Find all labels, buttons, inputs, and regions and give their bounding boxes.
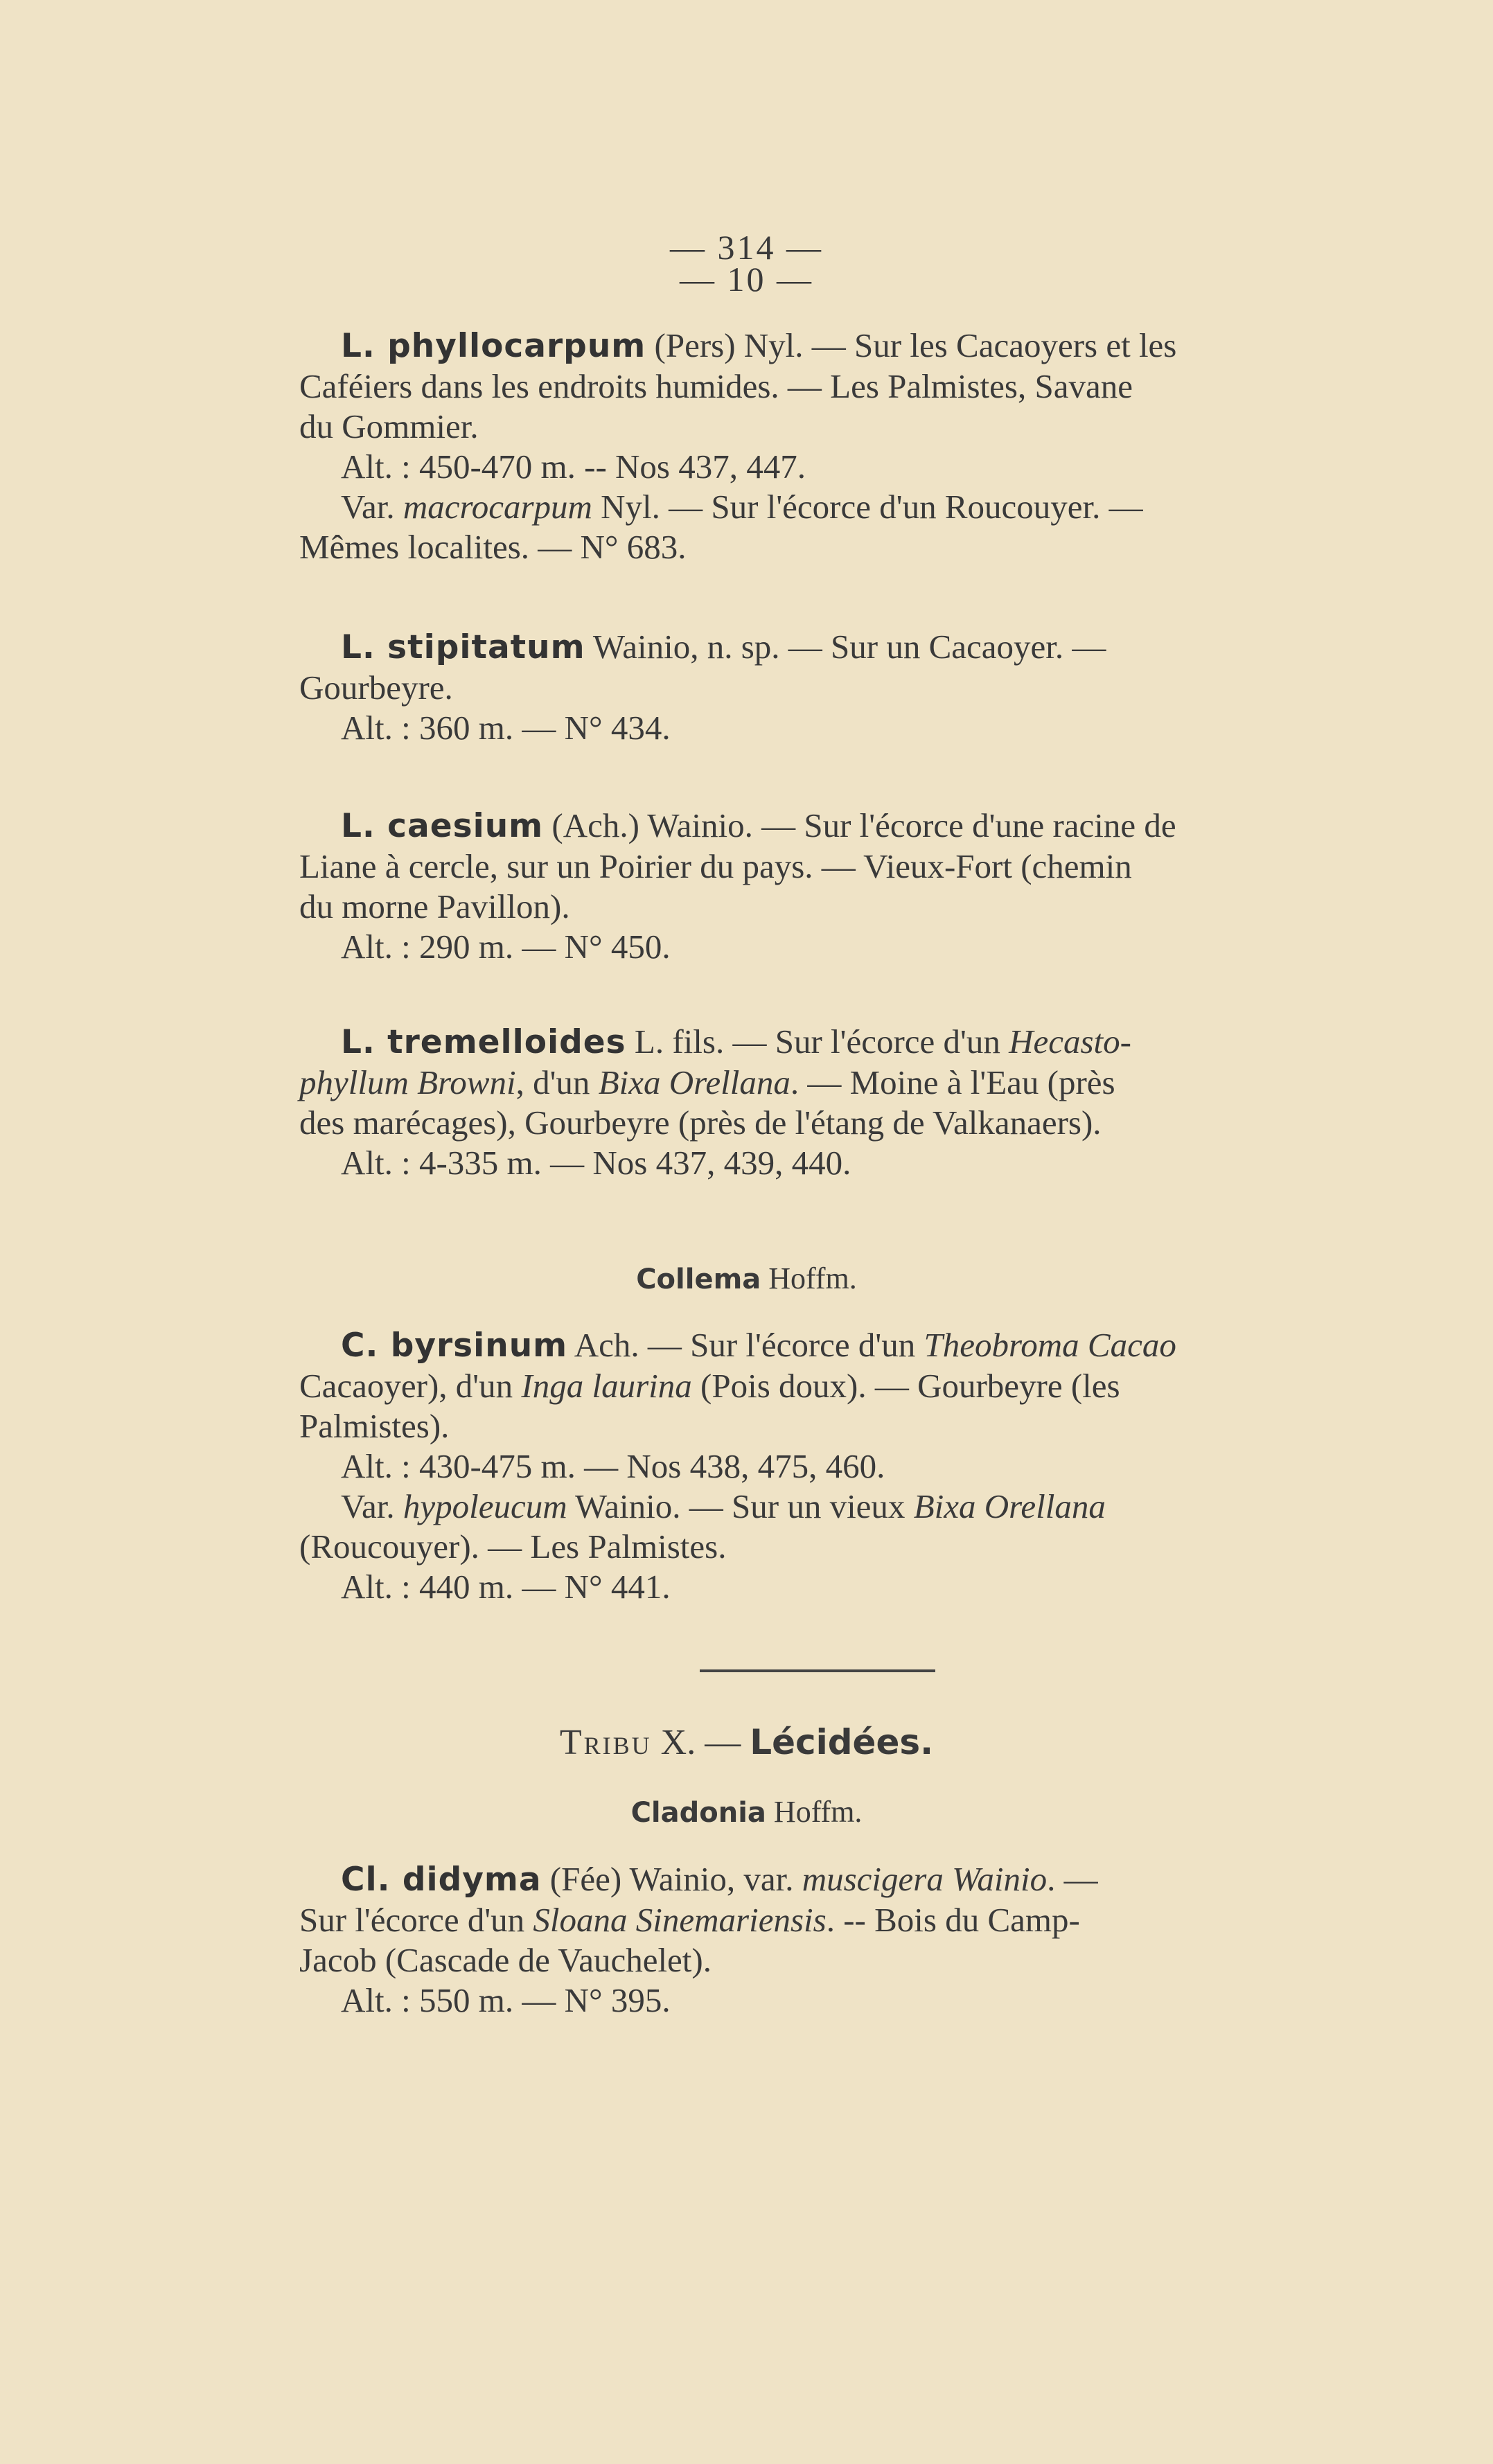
host-name: Hecasto- [1009, 1022, 1131, 1061]
species-name: L. tremelloides [341, 1023, 626, 1061]
section-divider [700, 1669, 935, 1672]
species-name: L. phyllocarpum [341, 327, 646, 365]
entry-text: du morne Pavillon). [299, 887, 570, 925]
page-number-outer: — 314 — [670, 228, 823, 267]
entry-text: Sur l'écorce d'un [299, 1901, 533, 1939]
genus-heading-collema [0, 1261, 1493, 1296]
host-name: phyllum Browni [299, 1063, 516, 1101]
entry-text: Caféiers dans les endroits humides. — Les Palmistes, Savane [299, 367, 1133, 405]
entry-caesium [299, 806, 1350, 967]
entry-text: Cacaoyer), d'un [299, 1367, 522, 1405]
tribe-heading [0, 1722, 1493, 1763]
altitude-line: Alt. : 430-475 m. — Nos 438, 475, 460. [341, 1447, 885, 1485]
entry-tremelloides [299, 1022, 1350, 1183]
altitude-line: Alt. : 360 m. — N° 434. [341, 709, 671, 747]
entry-text: Gourbeyre. [299, 668, 453, 707]
entry-text: Var. [341, 1487, 403, 1525]
entry-text: (Pers) Nyl. — Sur les Cacaoyers et les [646, 326, 1177, 364]
altitude-line: Alt. : 450-470 m. -- Nos 437, 447. [341, 447, 806, 486]
entry-text: des marécages), Gourbeyre (près de l'étang de Valkanaers). [299, 1104, 1102, 1142]
species-name: Cl. didyma [341, 1861, 542, 1899]
entry-phyllocarpum [299, 326, 1350, 567]
entry-text: . -- Bois du Camp- [826, 1901, 1080, 1939]
entry-text: du Gommier. [299, 407, 479, 445]
host-name: Bixa Orellana [913, 1487, 1106, 1525]
entry-text: , d'un [515, 1063, 599, 1101]
entry-stipitatum [299, 627, 1350, 748]
species-name: C. byrsinum [341, 1327, 568, 1365]
altitude-line: Alt. : 550 m. — N° 395. [341, 1981, 671, 2019]
host-name: Theobroma Cacao [924, 1326, 1176, 1364]
species-name: L. caesium [341, 807, 544, 845]
entry-text: Wainio. — Sur un vieux [567, 1487, 914, 1525]
entry-text: Nyl. — Sur l'écorce d'un Roucouyer. — [592, 488, 1143, 526]
entry-text: (Ach.) Wainio. — Sur l'écorce d'une racine de [543, 806, 1176, 844]
entry-text: Mêmes localites. — N° 683. [299, 528, 687, 566]
entry-text: Wainio, n. sp. — Sur un Cacaoyer. — [585, 628, 1106, 666]
tribe-label: Tribu [559, 1723, 652, 1762]
genus-name: Cladonia [630, 1797, 766, 1829]
entry-didyma [299, 1859, 1350, 2021]
entry-text: Ach. — Sur l'écorce d'un [567, 1326, 924, 1364]
entry-text: (Roucouyer). — Les Palmistes. [299, 1527, 727, 1566]
entry-text: . — Moine à l'Eau (près [790, 1063, 1115, 1101]
entry-text: Liane à cercle, sur un Poirier du pays. — Vieux-Fort (chemin [299, 847, 1132, 885]
genus-author: Hoffm. [761, 1261, 857, 1295]
variety-name: muscigera Wainio [802, 1860, 1048, 1898]
entry-byrsinum [299, 1325, 1350, 1607]
host-name: Inga laurina [521, 1367, 692, 1405]
entry-text: Jacob (Cascade de Vauchelet). [299, 1941, 712, 1979]
altitude-line: Alt. : 440 m. — N° 441. [341, 1568, 671, 1606]
tribe-name: Lécidées. [750, 1722, 934, 1762]
host-name: Sloana Sinemariensis [533, 1901, 827, 1939]
page-number-inner: — 10 — [680, 260, 813, 299]
tribe-number: X. — [651, 1723, 750, 1762]
entry-text: (Pois doux). — Gourbeyre (les [691, 1367, 1120, 1405]
variety-name: macrocarpum [403, 488, 592, 526]
species-name: L. stipitatum [341, 628, 585, 666]
genus-heading-cladonia [0, 1794, 1493, 1829]
entry-text: Palmistes). [299, 1407, 450, 1445]
altitude-line: Alt. : 4-335 m. — Nos 437, 439, 440. [341, 1144, 851, 1182]
altitude-line: Alt. : 290 m. — N° 450. [341, 928, 671, 966]
entry-text: L. fils. — Sur l'écorce d'un [626, 1022, 1009, 1061]
host-name: Bixa Orellana [598, 1063, 790, 1101]
variety-name: hypoleucum [403, 1487, 567, 1525]
genus-name: Collema [636, 1264, 761, 1295]
entry-text: . — [1047, 1860, 1098, 1898]
genus-author: Hoffm. [766, 1795, 863, 1829]
entry-text: (Fée) Wainio, var. [541, 1860, 802, 1898]
entry-text: Var. [341, 488, 403, 526]
